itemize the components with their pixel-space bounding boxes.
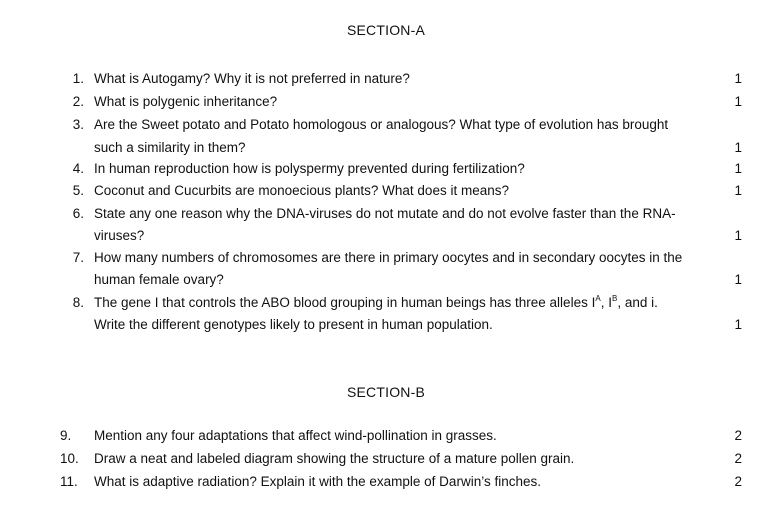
question-number: 11. (60, 474, 78, 489)
question-6 (0, 203, 772, 225)
question-11 (0, 471, 772, 493)
question-text: human female ovary? (94, 272, 224, 287)
allele-b: $I^B$ (608, 294, 618, 310)
question-text: The gene I that controls the ABO blood grouping in human beings has three alleles $I^A$, $I^B$, and i. (94, 294, 658, 310)
question-text: Mention any four adaptations that affect wind-pollination in grasses. (94, 428, 497, 443)
question-4 (0, 158, 772, 180)
question-10 (0, 448, 772, 470)
question-7-cont (0, 269, 772, 291)
question-3-cont (0, 137, 772, 159)
question-text: such a similarity in them? (94, 140, 246, 155)
question-text: What is adaptive radiation? Explain it with the example of Darwin’s finches. (94, 474, 541, 489)
question-marks: 1 (734, 228, 742, 243)
question-text: viruses? (94, 228, 145, 243)
question-text: Coconut and Cucurbits are monoecious plants? What does it means? (94, 183, 509, 198)
question-number: 6. (72, 206, 84, 221)
question-number: 8. (72, 295, 84, 310)
question-2 (0, 91, 772, 113)
question-6-cont (0, 225, 772, 247)
question-9 (0, 425, 772, 447)
question-3 (0, 114, 772, 136)
question-8-cont (0, 314, 772, 336)
question-number: 10. (60, 451, 79, 466)
question-marks: 1 (734, 183, 742, 198)
question-text: What is polygenic inheritance? (94, 94, 278, 109)
question-number: 3. (72, 117, 84, 132)
question-text: Draw a neat and labeled diagram showing the structure of a mature pollen grain. (94, 451, 575, 466)
section-a-title: SECTION-A (346, 22, 426, 38)
question-marks: 1 (734, 272, 742, 287)
question-1 (0, 68, 772, 90)
question-number: 9. (60, 428, 72, 443)
question-text: How many numbers of chromosomes are there in primary oocytes and in secondary oocytes in the (94, 250, 683, 265)
question-number: 4. (72, 161, 84, 176)
question-8 (0, 292, 772, 314)
question-marks: 2 (734, 451, 742, 466)
question-marks: 2 (734, 428, 742, 443)
question-text-main: The gene I that controls the ABO blood grouping in human beings has three alleles (94, 295, 588, 310)
question-text: Write the different genotypes likely to present in human population. (94, 317, 493, 332)
question-text: State any one reason why the DNA-viruses do not mutate and do not evolve faster than the RNA- (94, 206, 676, 221)
allele-a: $I^A$ (591, 294, 601, 310)
question-text: What is Autogamy? Why it is not preferred in nature? (94, 71, 410, 86)
question-number: 7. (72, 250, 84, 265)
question-7 (0, 247, 772, 269)
question-number: 1. (72, 71, 84, 86)
question-marks: 1 (734, 161, 742, 176)
question-text: In human reproduction how is polyspermy prevented during fertilization? (94, 161, 525, 176)
question-marks: 1 (734, 94, 742, 109)
question-marks: 1 (734, 71, 742, 86)
question-marks: 1 (734, 317, 742, 332)
question-number: 2. (72, 94, 84, 109)
question-marks: 1 (734, 140, 742, 155)
question-marks: 2 (734, 474, 742, 489)
section-b-title: SECTION-B (346, 384, 426, 400)
question-text: Are the Sweet potato and Potato homologous or analogous? What type of evolution has brought (94, 117, 669, 132)
question-5 (0, 180, 772, 202)
question-number: 5. (72, 183, 84, 198)
